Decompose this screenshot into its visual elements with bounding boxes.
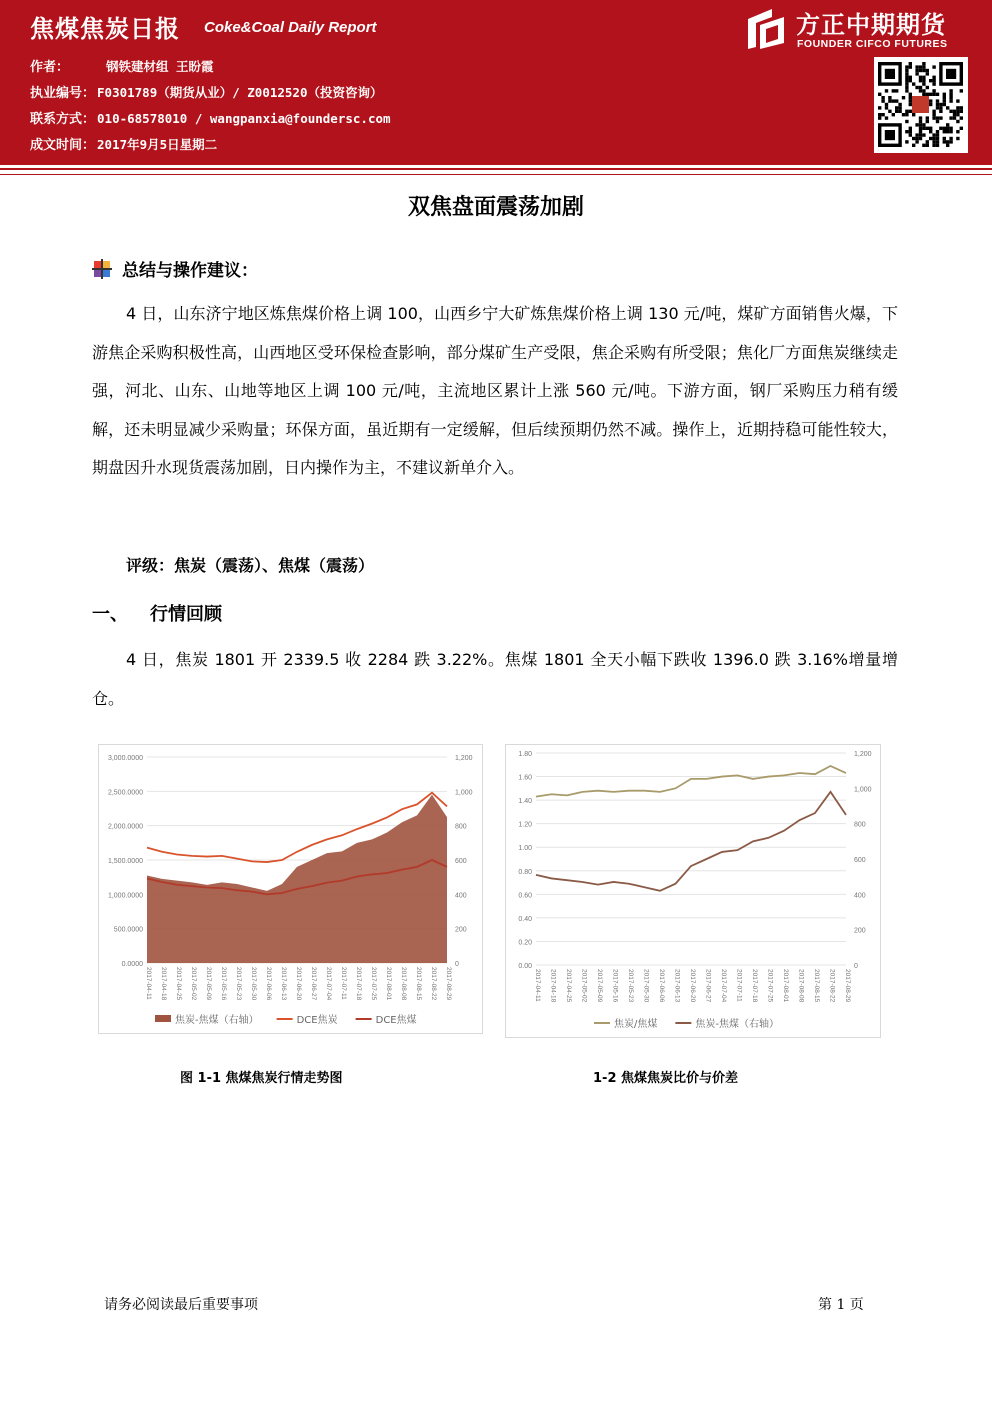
legend-label: DCE焦炭 (296, 1015, 338, 1026)
qr-module (878, 93, 881, 96)
left-tick-label: 1.20 (518, 821, 532, 829)
meta-author (30, 56, 214, 75)
x-tick-label: 2017-05-30 (642, 969, 650, 1003)
x-tick-label: 2017-06-20 (689, 969, 696, 1003)
chart-2-canvas (506, 745, 880, 1037)
x-tick-label: 2017-07-25 (370, 967, 377, 1001)
qr-module (905, 76, 908, 79)
qr-module (905, 69, 908, 72)
qr-module (902, 113, 905, 116)
qr-module (909, 93, 912, 96)
qr-module (946, 123, 949, 126)
qr-module (936, 133, 939, 136)
series-area (147, 795, 447, 963)
qr-module (939, 103, 942, 106)
right-tick-label: 200 (455, 926, 467, 934)
section-number: 一、 (92, 604, 128, 625)
qr-module (922, 62, 925, 65)
qr-module (949, 96, 952, 99)
qr-module (922, 123, 925, 126)
qr-module (915, 69, 918, 72)
summary-heading-block (92, 256, 258, 281)
qr-module (943, 96, 946, 99)
x-tick-label: 2017-08-15 (415, 967, 422, 1001)
left-tick-label: 2,500.0000 (107, 789, 143, 797)
x-tick-label: 2017-05-30 (250, 967, 257, 1001)
qr-module (929, 127, 932, 130)
founder-logo-icon (744, 7, 788, 51)
series-line (536, 766, 846, 797)
x-tick-label: 2017-04-18 (160, 967, 167, 1001)
qr-module (909, 133, 912, 136)
right-tick-label: 800 (854, 821, 866, 829)
right-tick-label: 1,000 (455, 789, 473, 797)
meta-value: F0301789（期货从业）/ Z0012520（投资咨询） (97, 85, 383, 100)
qr-module (932, 137, 935, 140)
qr-module (909, 96, 912, 99)
meta-label: 执业编号： (30, 86, 96, 101)
qr-module (919, 123, 922, 126)
x-tick-label: 2017-08-01 (385, 967, 392, 1001)
report-subtitle: Coke&Coal Daily Report (204, 19, 377, 36)
qr-module (949, 130, 952, 133)
meta-value: 钢铁建材组 王盼霞 (106, 59, 214, 74)
qr-module (960, 106, 963, 109)
qr-module (898, 103, 901, 106)
qr-module (956, 99, 959, 102)
qr-module (888, 96, 891, 99)
x-tick-label: 2017-05-16 (611, 969, 619, 1003)
x-tick-label: 2017-05-09 (205, 967, 212, 1001)
qr-module (912, 113, 915, 116)
qr-module (960, 116, 963, 119)
qr-module (956, 120, 959, 123)
x-tick-label: 2017-08-29 (445, 967, 452, 1001)
qr-module (912, 144, 915, 147)
qr-module (905, 113, 908, 116)
qr-finder-core (885, 69, 895, 79)
legend-label: 焦炭-焦煤（右轴） (175, 1015, 259, 1026)
right-tick-label: 0 (854, 963, 858, 970)
x-tick-label: 2017-08-08 (797, 969, 805, 1003)
report-header (0, 0, 992, 165)
qr-module (885, 116, 888, 119)
x-tick-label: 2017-05-09 (596, 969, 603, 1003)
qr-module (905, 86, 908, 89)
qr-module (909, 127, 912, 130)
qr-module (926, 116, 929, 119)
qr-module (905, 130, 908, 133)
left-tick-label: 500.0000 (113, 926, 143, 934)
qr-module (922, 133, 925, 136)
left-tick-label: 0.20 (518, 939, 532, 947)
qr-module (946, 144, 949, 147)
qr-module (953, 116, 956, 119)
qr-module (949, 140, 952, 143)
qr-module (932, 110, 935, 113)
section-title: 行情回顾 (150, 604, 222, 625)
qr-module (922, 82, 925, 85)
meta-label: 成文时间： (30, 138, 96, 153)
qr-module (932, 144, 935, 147)
qr-module (936, 130, 939, 133)
left-tick-label: 1,500.0000 (107, 858, 143, 865)
left-tick-label: 1.80 (518, 751, 532, 758)
qr-module (881, 99, 884, 102)
chart-ratio-spread (505, 744, 881, 1038)
qr-module (943, 93, 946, 96)
qr-module (932, 82, 935, 85)
qr-module (919, 133, 922, 136)
qr-module (905, 79, 908, 82)
legend-label: 焦炭-焦煤（右轴） (695, 1019, 779, 1030)
qr-module (932, 79, 935, 82)
qr-module (895, 89, 898, 92)
summary-paragraph: 4 日，山东济宁地区炼焦煤价格上调 100，山西乡宁大矿炼焦煤价格上调 130 元/吨，煤矿方面销售火爆，下游焦企采购积极性高，山西地区受环保检查影响，部分煤矿生产受限，焦企采购有所受限；焦化厂方面焦炭继续走强，河北、山东、山地等地区上调 100 元/吨，主流地区累计上涨 560 元/吨。下游方面，钢厂采购压力稍有缓解，还未明显减少采购量；环保方面，虽近期有一定缓解，但后续预期仍然不减。操作上，近期持稳可能性较大，期盘因升水现货震荡加剧，日内操作为主，不建议新单介入。 (92, 304, 898, 478)
qr-module (909, 65, 912, 68)
meta-value: 2017年9月5日星期二 (97, 137, 218, 152)
summary-heading: 总结与操作建议： (122, 261, 258, 281)
header-rule (0, 168, 992, 170)
qr-module (960, 127, 963, 130)
qr-module (919, 130, 922, 133)
qr-module (932, 116, 935, 119)
section-bullet-icon (92, 259, 112, 279)
qr-module (915, 133, 918, 136)
qr-module (939, 106, 942, 109)
right-tick-label: 400 (455, 892, 467, 900)
qr-module (949, 137, 952, 140)
qr-module (919, 127, 922, 130)
qr-module (960, 89, 963, 92)
qr-module (926, 140, 929, 143)
qr-module (936, 103, 939, 106)
qr-module (932, 89, 935, 92)
qr-module (922, 89, 925, 92)
qr-module (929, 99, 932, 102)
qr-module (929, 137, 932, 140)
qr-module (926, 86, 929, 89)
x-tick-label: 2017-07-04 (325, 967, 332, 1001)
qr-module (943, 137, 946, 140)
company-logo (744, 7, 976, 53)
qr-module (922, 79, 925, 82)
qr-module (919, 69, 922, 72)
qr-module (892, 113, 895, 116)
figure-caption-2: 1-2 焦煤焦炭比价与价差 (593, 1071, 739, 1086)
x-tick-label: 2017-08-15 (813, 969, 820, 1003)
x-tick-label: 2017-07-18 (355, 967, 362, 1001)
left-tick-label: 1.60 (518, 774, 532, 782)
x-tick-label: 2017-04-11 (145, 967, 152, 1000)
qr-module (939, 110, 942, 113)
left-tick-label: 0.00 (518, 963, 532, 970)
qr-module (905, 89, 908, 92)
chart-coke-coal-trend (98, 744, 483, 1034)
qr-module (932, 133, 935, 136)
header-rule-thin (0, 174, 992, 175)
x-tick-label: 2017-05-23 (235, 967, 242, 1001)
qr-module (919, 137, 922, 140)
qr-module (936, 144, 939, 147)
x-tick-label: 2017-08-08 (400, 967, 407, 1001)
qr-module (909, 76, 912, 79)
qr-module (936, 140, 939, 143)
qr-module (895, 99, 898, 102)
qr-module (915, 65, 918, 68)
qr-module (922, 69, 925, 72)
legend-label: DCE焦煤 (375, 1015, 417, 1026)
qr-module (932, 65, 935, 68)
qr-module (946, 140, 949, 143)
qr-module (892, 89, 895, 92)
qr-module (885, 103, 888, 106)
qr-module (956, 130, 959, 133)
qr-module (878, 116, 881, 119)
report-title: 焦煤焦炭日报 (30, 15, 180, 43)
qr-module (939, 116, 942, 119)
qr-module (936, 137, 939, 140)
qr-module (915, 72, 918, 75)
qr-module (885, 89, 888, 92)
page-number: 第 1 页 (818, 1297, 864, 1313)
section-heading (92, 600, 222, 626)
qr-finder-core (885, 130, 895, 140)
qr-module (878, 113, 881, 116)
figure-caption-1: 图 1-1 焦煤焦炭行情走势图 (180, 1071, 343, 1086)
qr-module (953, 110, 956, 113)
qr-module (905, 82, 908, 85)
meta-label: 联系方式： (30, 112, 96, 127)
qr-module (919, 120, 922, 123)
qr-module (922, 127, 925, 130)
x-tick-label: 2017-07-11 (735, 969, 743, 1002)
qr-module (915, 86, 918, 89)
qr-module (892, 99, 895, 102)
right-tick-label: 800 (455, 823, 467, 831)
qr-module (895, 106, 898, 109)
legend-label: 焦炭/焦煤 (614, 1019, 658, 1030)
qr-module (922, 76, 925, 79)
left-tick-label: 0.40 (518, 915, 532, 923)
meta-label: 作者： (30, 60, 70, 75)
qr-module (946, 106, 949, 109)
qr-module (926, 127, 929, 130)
qr-module (898, 110, 901, 113)
qr-module (919, 65, 922, 68)
left-tick-label: 0.80 (518, 868, 532, 876)
x-tick-label: 2017-06-13 (673, 969, 681, 1003)
x-tick-label: 2017-08-01 (782, 969, 789, 1003)
legend-swatch (155, 1015, 171, 1022)
qr-module (909, 130, 912, 133)
qr-module (922, 93, 925, 96)
qr-module (949, 99, 952, 102)
qr-module (949, 93, 952, 96)
qr-module (905, 140, 908, 143)
qr-module (949, 116, 952, 119)
qr-module (943, 127, 946, 130)
qr-module (912, 137, 915, 140)
qr-module (881, 96, 884, 99)
market-review-paragraph: 4 日，焦炭 1801 开 2339.5 收 2284 跌 3.22%。焦煤 1801 全天小幅下跌收 1396.0 跌 3.16%增量增仓。 (92, 650, 898, 708)
qr-module (919, 89, 922, 92)
qr-module (929, 130, 932, 133)
qr-module (936, 120, 939, 123)
x-tick-label: 2017-04-25 (175, 967, 182, 1001)
x-tick-label: 2017-04-25 (565, 969, 572, 1003)
meta-contact (30, 108, 391, 127)
x-tick-label: 2017-04-11 (534, 969, 541, 1002)
left-tick-label: 2,000.0000 (107, 823, 143, 831)
qr-module (909, 110, 912, 113)
qr-module (926, 93, 929, 96)
meta-date (30, 134, 217, 153)
qr-module (922, 144, 925, 147)
left-tick-label: 0.0000 (121, 961, 143, 968)
x-tick-label: 2017-07-25 (766, 969, 774, 1003)
qr-module (888, 99, 891, 102)
left-tick-label: 1.40 (518, 798, 532, 806)
qr-module (905, 120, 908, 123)
x-tick-label: 2017-06-27 (310, 967, 317, 1001)
meta-value: 010-68578010 / wangpanxia@foundersc.com (97, 111, 391, 126)
qr-module (936, 116, 939, 119)
x-tick-label: 2017-06-27 (704, 969, 712, 1003)
right-tick-label: 0 (455, 961, 459, 968)
document-title: 双焦盘面震荡加剧 (407, 194, 584, 220)
qr-module (915, 140, 918, 143)
qr-module (885, 106, 888, 109)
x-tick-label: 2017-05-02 (580, 969, 588, 1003)
qr-module (919, 79, 922, 82)
qr-module (943, 140, 946, 143)
right-tick-label: 1,000 (854, 786, 872, 794)
qr-module (926, 120, 929, 123)
qr-module (909, 62, 912, 65)
qr-module (895, 110, 898, 113)
qr-module (888, 110, 891, 113)
x-tick-label: 2017-05-02 (190, 967, 197, 1001)
qr-module (943, 99, 946, 102)
qr-module (905, 110, 908, 113)
chart-1-canvas (99, 745, 482, 1033)
qr-code-icon (874, 57, 968, 153)
qr-center-logo (912, 96, 929, 113)
x-tick-label: 2017-08-22 (430, 967, 437, 1001)
qr-module (949, 110, 952, 113)
qr-module (926, 69, 929, 72)
meta-license (30, 82, 382, 101)
qr-module (956, 137, 959, 140)
qr-module (936, 93, 939, 96)
qr-module (929, 79, 932, 82)
right-tick-label: 400 (854, 892, 866, 900)
qr-module (943, 130, 946, 133)
qr-module (922, 65, 925, 68)
x-tick-label: 2017-07-11 (340, 967, 347, 1000)
qr-module (932, 93, 935, 96)
right-tick-label: 1,200 (455, 755, 473, 762)
qr-module (949, 127, 952, 130)
right-tick-label: 200 (854, 927, 866, 935)
qr-module (956, 106, 959, 109)
x-tick-label: 2017-07-04 (720, 969, 727, 1003)
qr-module (953, 113, 956, 116)
qr-module (960, 110, 963, 113)
left-tick-label: 3,000.0000 (107, 755, 143, 762)
series-line (536, 792, 846, 891)
x-tick-label: 2017-08-22 (828, 969, 836, 1003)
x-tick-label: 2017-06-20 (295, 967, 302, 1001)
qr-module (929, 103, 932, 106)
qr-module (905, 72, 908, 75)
qr-module (932, 140, 935, 143)
qr-module (905, 65, 908, 68)
left-tick-label: 1.00 (518, 845, 532, 853)
qr-module (932, 76, 935, 79)
qr-module (936, 106, 939, 109)
left-tick-label: 1,000.0000 (107, 892, 143, 900)
qr-module (898, 106, 901, 109)
qr-module (956, 110, 959, 113)
qr-module (946, 130, 949, 133)
qr-module (939, 127, 942, 130)
x-tick-label: 2017-06-06 (265, 967, 272, 1001)
logo-chinese-name: 方正中期期货 (796, 11, 946, 39)
qr-module (926, 72, 929, 75)
qr-module (912, 82, 915, 85)
qr-module (915, 123, 918, 126)
qr-module (949, 89, 952, 92)
qr-module (919, 76, 922, 79)
qr-module (956, 113, 959, 116)
qr-module (919, 86, 922, 89)
qr-module (909, 103, 912, 106)
x-tick-label: 2017-04-18 (549, 969, 557, 1003)
qr-code (874, 57, 968, 153)
qr-module (936, 99, 939, 102)
qr-module (946, 127, 949, 130)
qr-module (909, 99, 912, 102)
qr-module (929, 93, 932, 96)
x-tick-label: 2017-05-23 (627, 969, 634, 1003)
qr-module (909, 79, 912, 82)
footer-notice: 请务必阅读最后重要事项 (104, 1297, 258, 1313)
qr-module (878, 106, 881, 109)
qr-module (926, 144, 929, 147)
qr-finder-core (946, 69, 956, 79)
x-tick-label: 2017-07-18 (751, 969, 758, 1003)
x-tick-label: 2017-06-06 (658, 969, 665, 1003)
qr-module (943, 103, 946, 106)
right-tick-label: 1,200 (854, 751, 872, 758)
qr-module (881, 113, 884, 116)
left-tick-label: 0.60 (518, 892, 532, 900)
right-tick-label: 600 (854, 857, 866, 864)
qr-module (902, 96, 905, 99)
qr-module (932, 113, 935, 116)
x-tick-label: 2017-05-16 (220, 967, 227, 1001)
x-tick-label: 2017-06-13 (280, 967, 287, 1001)
rating-line: 评级：焦炭（震荡）、焦煤（震荡） (126, 556, 375, 575)
right-tick-label: 600 (455, 858, 467, 865)
x-tick-label: 2017-08-29 (844, 969, 851, 1003)
qr-module (915, 137, 918, 140)
logo-english-name: FOUNDER CIFCO FUTURES (797, 38, 948, 50)
qr-module (919, 116, 922, 119)
